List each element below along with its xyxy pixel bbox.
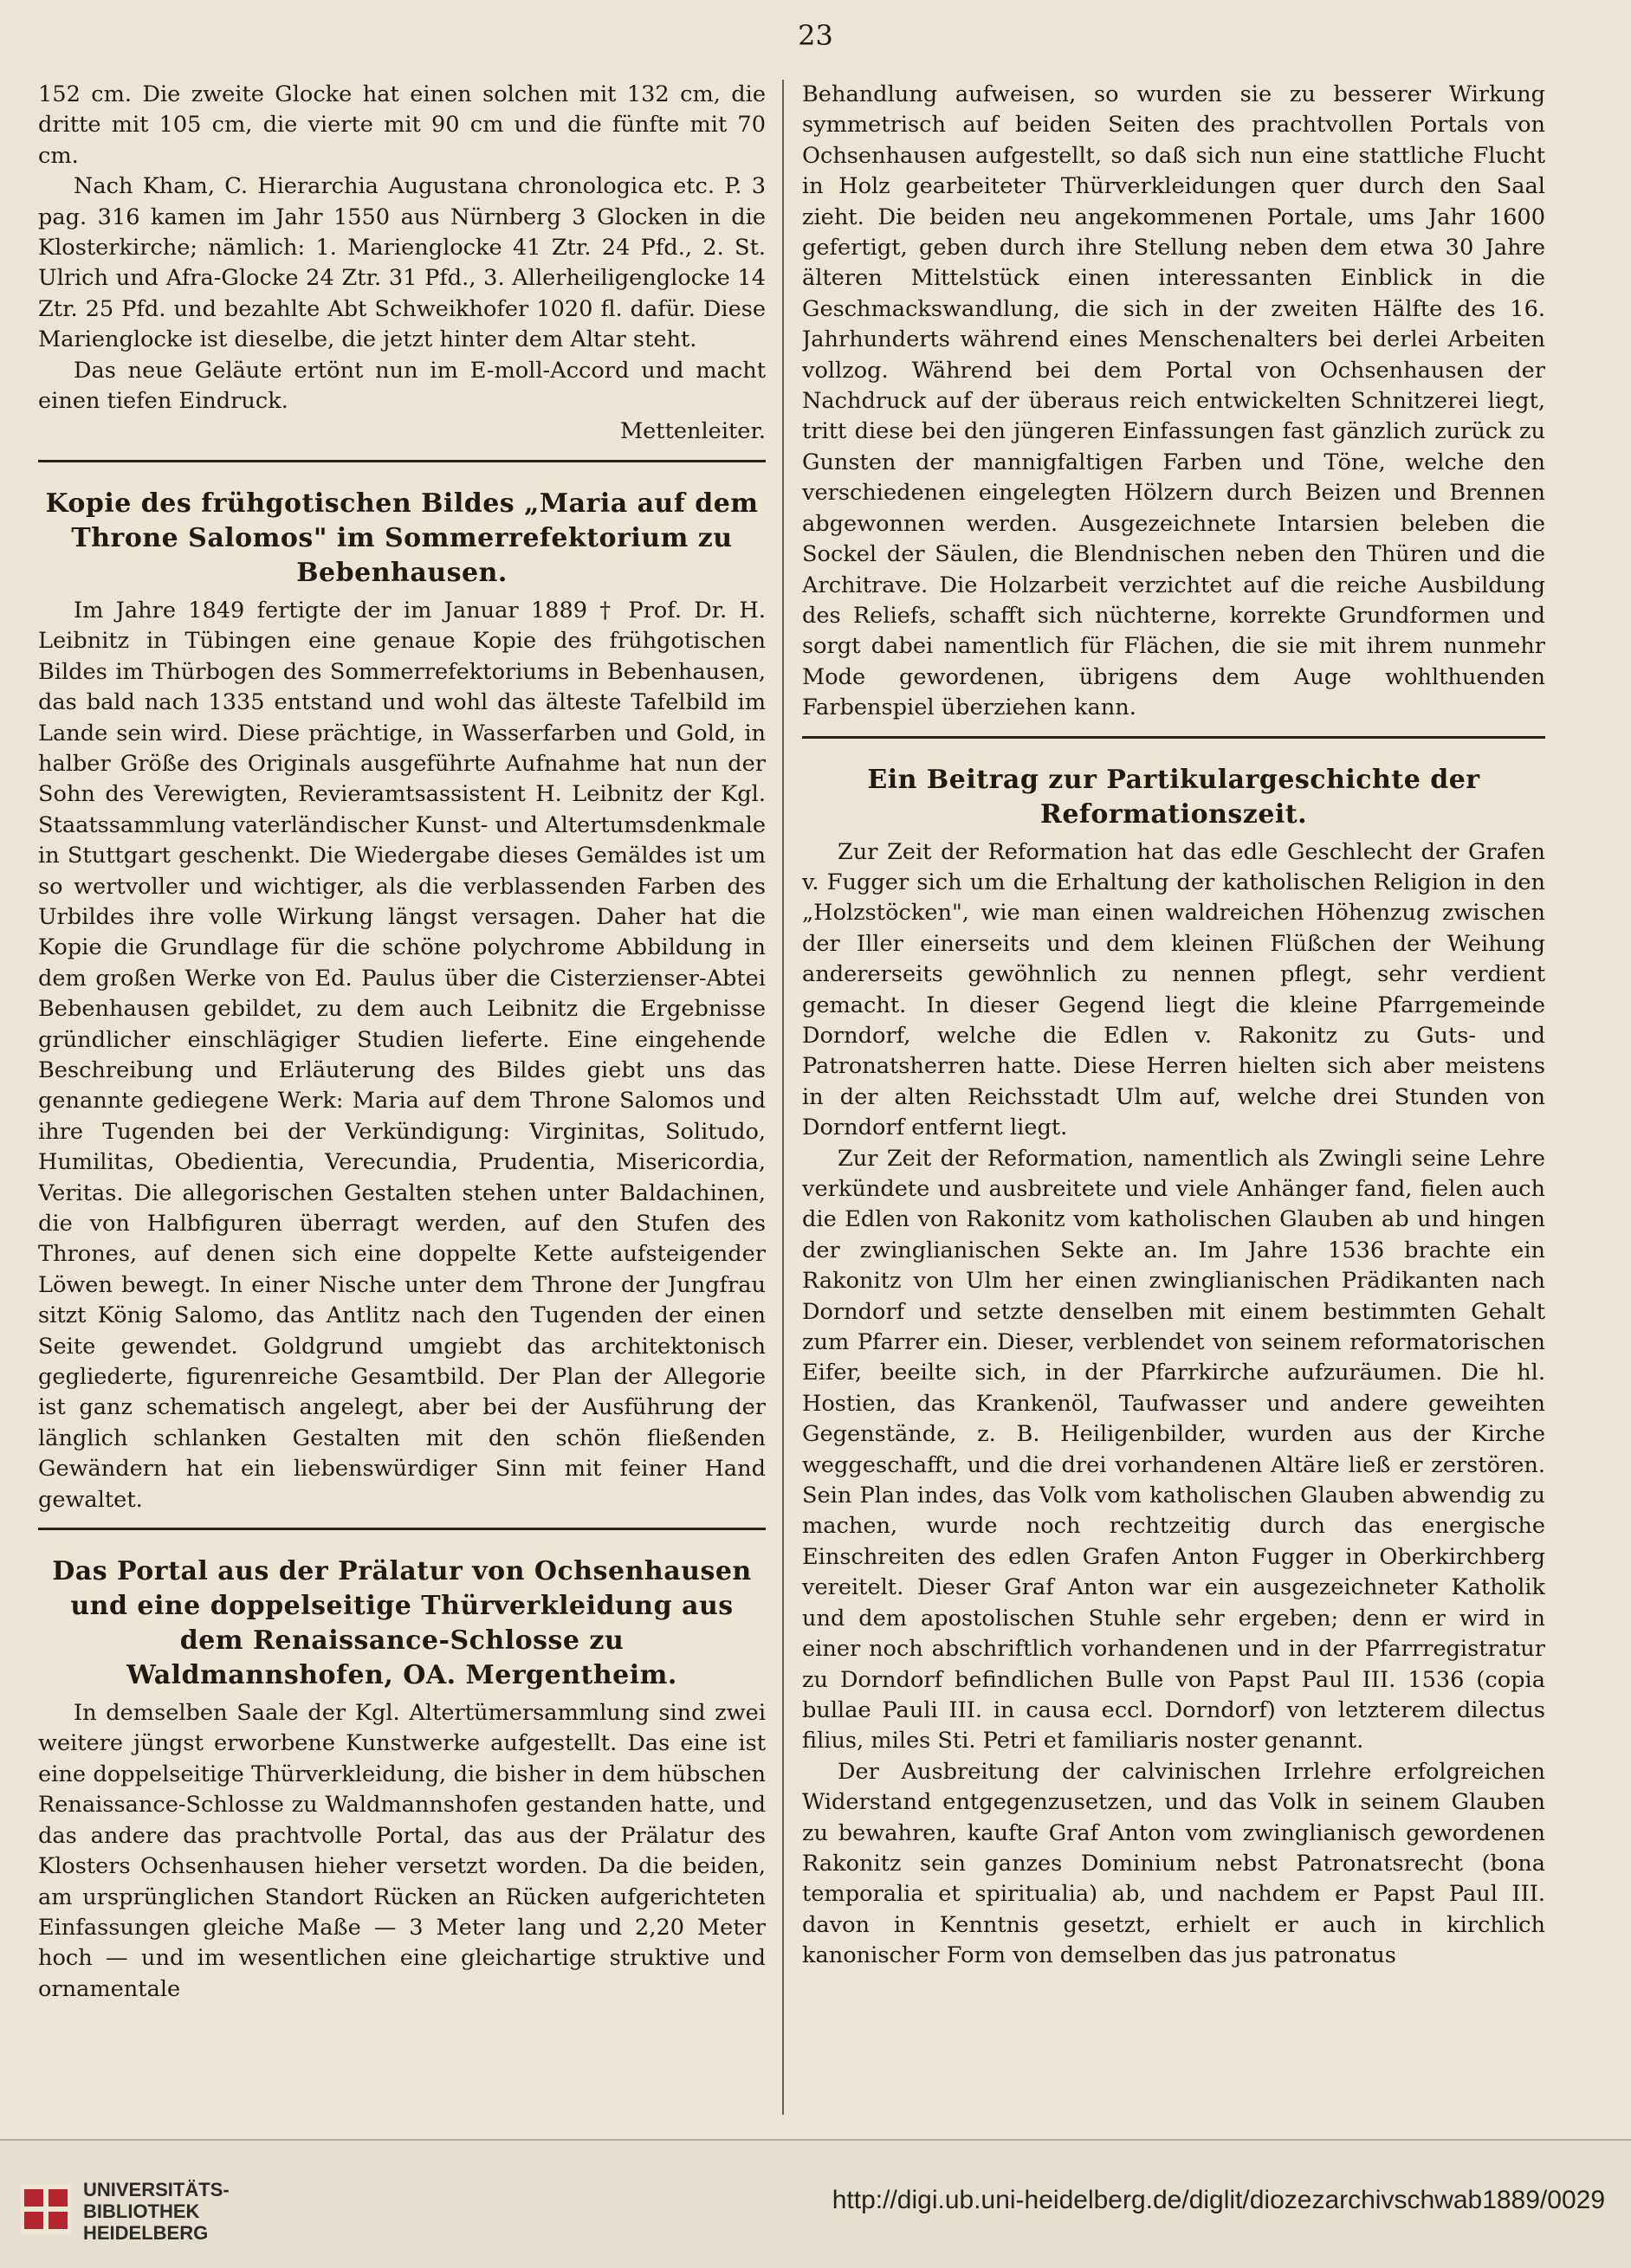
paragraph-portal-continued: Behandlung aufweisen, so wurden sie zu besserer Wirkung symmetrisch auf beiden Seiten des prachtvollen Portals von Ochsenhausen aufgestellt, so daß sich nun eine stattliche Flucht in Holz gearbeiteter Thürverkleidungen quer durch den Saal zieht. Die beiden neu angekommenen Portale, ums Jahr 1600 gefertigt, geben durch ihre Stellung neben dem etwa 30 Jahre älteren Mittelstück einen interessanten Einblick in die Geschmackswandlung, die sich in der zweiten Hälfte des 16. Jahrhunderts während eines Menschenalters bei derlei Arbeiten vollzog. Während bei dem Portal von Ochsenhausen der Nachdruck auf der überaus reich entwickelten Schnitzerei liegt, tritt diese bei den jüngeren Einfassungen fast gänzlich zurück zu Gunsten der mannigfaltigen Farben und Töne, welche den verschiedenen eingelegten Hölzern durch Beizen und Brennen abgewonnen werden. Ausgezeichnete Intarsien beleben die Sockel der Säulen, die Blendnischen neben den Thüren und die Architrave. Die Holzarbeit verzichtet auf die reiche Ausbildung des Reliefs, schafft sich nüchterne, korrekte Grundformen und sorgt dabei namentlich für Flächen, die sie mit ihrem nunmehr Mode gewordenen, übrigens dem Auge wohlthuenden Farbenspiel überziehen kann.: [802, 81, 1545, 721]
heading-kopie-bildes: Kopie des frühgotischen Bildes „Maria auf dem Throne Salomos" im Sommerrefektorium zu Bebenhausen.: [45, 488, 759, 588]
signature-mettenleiter: Mettenleiter.: [619, 418, 766, 445]
library-name-line2: BIBLIOTHEK: [83, 2200, 200, 2222]
library-name-line1: UNIVERSITÄTS-: [83, 2179, 230, 2200]
page-number: 23: [798, 19, 833, 52]
paragraph-zwingli: Zur Zeit der Reformation, namentlich als Zwingli seine Lehre verkündete und ausbreitete und viele Anhänger fand, fielen auch die Edlen von Rakonitz vom katholischen Glauben ab und hingen der zwinglianischen Sekte an. Im Jahre 1536 brachte ein Rakonitz von Ulm her einen zwinglianischen Prädikanten nach Dorndorf und setzte denselben mit einem bestimmten Gehalt zum Pfarrer ein. Dieser, verblendet von seinem reformatorischen Eifer, beeilte sich, in der Pfarrkirche aufzuräumen. Die hl. Hostien, das Krankenöl, Taufwasser und andere geweihten Gegenstände, z. B. Heiligenbilder, wurden aus der Kirche weggeschafft, und die drei vorhandenen Altäre ließ er zerstören. Sein Plan indes, das Volk vom katholischen Glauben abwendig zu machen, wurde noch rechtzeitig durch das energische Einschreiten des edlen Grafen Anton Fugger in Oberkirchberg vereitelt. Dieser Graf Anton war ein ausgezeichneter Katholik und dem apostolischen Stuhle sehr ergeben; denn er wird in einer noch abschriftlich vorhandenen und in der Pfarrregistratur zu Dorndorf befindlichen Bulle von Papst Paul III. 1536 (copia bullae Pauli III. in causa eccl. Dorndorf) von letzterem dilectus filius, miles Sti. Petri et familiaris noster genannt.: [802, 1145, 1545, 1754]
footer-bar: [0, 2139, 1631, 2268]
paragraph-new-bells: Das neue Geläute ertönt nun im E-moll-Accord und macht einen tiefen Eindruck.: [38, 357, 766, 415]
paragraph-fugger: Zur Zeit der Reformation hat das edle Geschlecht der Grafen v. Fugger sich um die Erhaltung der katholischen Religion in den „Holzstöcken", wie man einen waldreichen Höhenzug zwischen der Iller einerseits und dem kleinen Flüßchen der Weihung andererseits gewöhnlich zu nennen pflegt, sehr verdient gemacht. In dieser Gegend liegt die kleine Pfarrgemeinde Dorndorf, welche die Edlen v. Rakonitz zu Guts- und Patronatsherren hatte. Diese Herren hielten sich aber meistens in der alten Reichsstadt Ulm auf, welche drei Stunden von Dorndorf entfernt liegt.: [802, 838, 1545, 1141]
section-divider: [802, 736, 1545, 739]
heading-partikulargeschichte: Ein Beitrag zur Partikulargeschichte der Reformationszeit.: [867, 764, 1480, 830]
paragraph-portal-ochsenhausen: In demselben Saale der Kgl. Altertümersammlung sind zwei weitere jüngst erworbene Kunstwerke aufgestellt. Das eine ist eine doppelseitige Thürverkleidung, die bisher in dem hübschen Renaissance-Schlosse zu Waldmannshofen gestanden hatte, und das andere das prachtvolle Portal, das aus der Prälatur des Klosters Ochsenhausen hieher versetzt worden. Da die beiden, am ursprünglichen Standort Rücken an Rücken aufgerichteten Einfassungen gleiche Maße — 3 Meter lang und 2,20 Meter hoch — und im wesentlichen eine gleichartige struktive und ornamentale: [38, 1700, 766, 2002]
paragraph-kopie-bildes: Im Jahre 1849 fertigte der im Januar 1889 † Prof. Dr. H. Leibnitz in Tübingen eine genaue Kopie des frühgotischen Bildes im Thürbogen des Sommerrefektoriums in Bebenhausen, das bald nach 1335 entstand und wohl das älteste Tafelbild im Lande sein wird. Diese prächtige, in Wasserfarben und Gold, in halber Größe des Originals ausgeführte Aufnahme hat nun der Sohn des Verewigten, Revieramtsassistent H. Leibnitz der Kgl. Staatssammlung vaterländischer Kunst- und Altertumsdenkmale in Stuttgart geschenkt. Die Wiedergabe dieses Gemäldes ist um so wertvoller und wichtiger, als die verblassenden Farben des Urbildes ihre volle Wirkung längst versagen. Daher hat die Kopie die Grundlage für die schöne polychrome Abbildung in dem großen Werke von Ed. Paulus über die Cisterzienser-Abtei Bebenhausen gebildet, zu dem auch Leibnitz die Ergebnisse gründlicher einschlägiger Studien lieferte. Eine eingehende Beschreibung und Erläuterung des Bildes giebt uns das genannte gediegene Werk: Maria auf dem Throne Salomos und ihre Tugenden bei der Verkündigung: Virginitas, Solitudo, Humilitas, Obedientia, Verecundia, Prudentia, Misericordia, Veritas. Die allegorischen Gestalten stehen unter Baldachinen, die von Halbfiguren überragt werden, auf den Stufen des Thrones, auf denen sich eine doppelte Kette aufsteigender Löwen bewegt. In einer Nische unter dem Throne der Jungfrau sitzt König Salomo, das Antlitz nach den Tugenden der einen Seite gewendet. Goldgrund umgiebt das architektonisch gegliederte, figurenreiche Gesamtbild. Der Plan der Allegorie ist ganz schematisch angelegt, aber bei der Ausführung der länglich schlanken Gestalten mit den schön fließenden Gewändern hat ein liebenswürdiger Sinn mit feiner Hand gewaltet.: [38, 597, 766, 1513]
source-url-link[interactable]: http://digi.ub.uni-heidelberg.de/diglit/diozezarchivschwab1889/0029: [832, 2186, 1605, 2214]
heading-portal-ochsenhausen: Das Portal aus der Prälatur von Ochsenhausen und eine doppelseitige Thürverkleidung aus dem Renaissance-Schlosse zu Waldmannshofen, OA. Mergentheim.: [52, 1556, 752, 1691]
library-name: [83, 2179, 230, 2244]
university-library-logo-icon: [21, 2184, 71, 2234]
paragraph-graf-anton: Der Ausbreitung der calvinischen Irrlehre erfolgreichen Widerstand entgegenzusetzen, und das Volk in seinem Glauben zu bewahren, kaufte Graf Anton vom zwinglianisch gewordenen Rakonitz sein ganzes Dominium nebst Patronatsrecht (bona temporalia et spiritualia) ab, und nachdem er Papst Paul III. davon in Kenntnis gesetzt, erhielt er auch in kirchlich kanonischer Form von demselben das jus patronatus: [802, 1758, 1545, 1969]
paragraph-kham-citation: Nach Kham, C. Hierarchia Augustana chronologica etc. P. 3 pag. 316 kamen im Jahr 1550 aus Nürnberg 3 Glocken in die Klosterkirche; nämlich: 1. Marienglocke 41 Ztr. 24 Pfd., 2. St. Ulrich und Afra-Glocke 24 Ztr. 31 Pfd., 3. Allerheiligenglocke 14 Ztr. 25 Pfd. und bezahlte Abt Schweikhofer 1020 fl. dafür. Diese Marienglocke ist dieselbe, die jetzt hinter dem Altar steht.: [38, 173, 766, 353]
paragraph-bells-end: 152 cm. Die zweite Glocke hat einen solchen mit 132 cm, die dritte mit 105 cm, die vierte mit 90 cm und die fünfte mit 70 cm.: [38, 81, 766, 169]
section-divider: [38, 1528, 766, 1530]
section-divider: [38, 460, 766, 462]
library-name-line3: HEIDELBERG: [83, 2222, 209, 2244]
left-column: [38, 80, 766, 2123]
column-divider: [782, 80, 784, 2115]
right-column: [802, 80, 1545, 2123]
